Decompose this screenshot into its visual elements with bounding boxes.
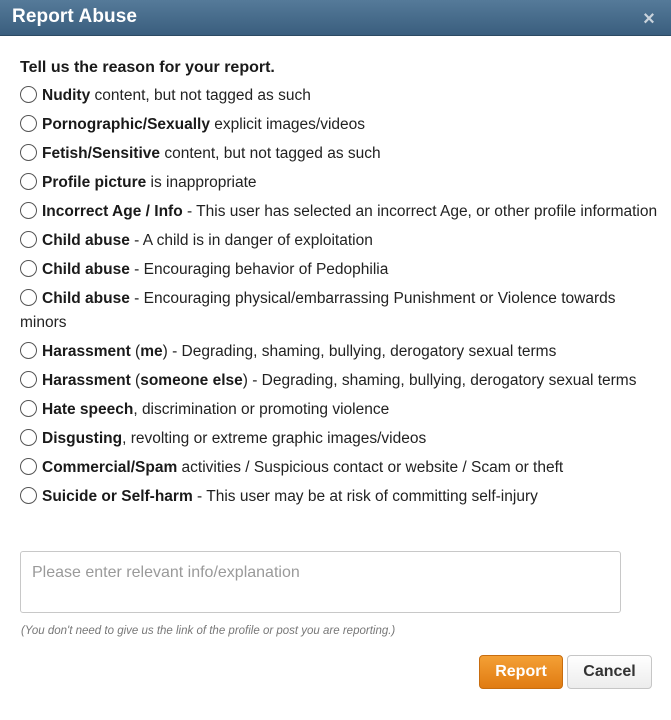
reason-option[interactable] [20, 113, 660, 137]
reason-option[interactable] [20, 287, 660, 335]
reason-option-title: Profile picture [42, 174, 147, 191]
radio-unchecked-icon[interactable] [20, 458, 37, 475]
reason-option-title: Hate speech [42, 401, 134, 418]
reason-option[interactable] [20, 171, 660, 195]
reason-option-description: explicit images/videos [209, 116, 366, 133]
report-prompt: Tell us the reason for your report. [20, 59, 275, 76]
reason-option-description: ( [130, 372, 141, 389]
reason-option-title: Commercial/Spam [42, 459, 178, 476]
reason-option-title: someone else [140, 372, 243, 389]
reason-option[interactable] [20, 258, 660, 282]
reason-option-title: Suicide or Self-harm [42, 488, 193, 505]
radio-unchecked-icon[interactable] [20, 202, 37, 219]
reason-option[interactable] [20, 229, 660, 253]
radio-unchecked-icon[interactable] [20, 371, 37, 388]
reason-option-title: Child abuse [42, 232, 130, 249]
radio-unchecked-icon[interactable] [20, 429, 37, 446]
cancel-button[interactable]: Cancel [567, 655, 652, 689]
reason-option[interactable] [20, 485, 660, 509]
reason-option[interactable] [20, 340, 660, 364]
reason-option-description: - Encouraging behavior of Pedophilia [129, 261, 389, 278]
reason-option-title: Disgusting [42, 430, 123, 447]
reason-option-description: ( [130, 343, 141, 360]
reason-option-title: Fetish/Sensitive [42, 145, 161, 162]
reason-option-title: Child abuse [42, 261, 130, 278]
reason-option-title: Harassment [42, 343, 131, 360]
reason-option-description: - This user may be at risk of committing self-injury [192, 488, 538, 505]
reason-option-description: - A child is in danger of exploitation [129, 232, 373, 249]
reason-option[interactable] [20, 142, 660, 166]
reason-option-description: - Encouraging physical/embarrassing Punishment or Violence towards minors [20, 290, 616, 331]
radio-unchecked-icon[interactable] [20, 400, 37, 417]
reason-option-description: , revolting or extreme graphic images/videos [122, 430, 427, 447]
dialog-title: Report Abuse [12, 6, 138, 27]
reason-option[interactable] [20, 84, 660, 108]
reason-option-title: Harassment [42, 372, 131, 389]
reason-option[interactable] [20, 369, 660, 393]
reason-option-title: Incorrect Age / Info [42, 203, 183, 220]
reason-option[interactable] [20, 398, 660, 422]
radio-unchecked-icon[interactable] [20, 231, 37, 248]
reason-option-description: content, but not tagged as such [160, 145, 381, 162]
reason-option-title: me [140, 343, 163, 360]
radio-unchecked-icon[interactable] [20, 144, 37, 161]
report-note: (You don't need to give us the link of the profile or post you are reporting.) [21, 625, 396, 637]
report-button[interactable]: Report [479, 655, 563, 689]
reason-option-description: ) - Degrading, shaming, bullying, derogatory sexual terms [162, 343, 557, 360]
radio-unchecked-icon[interactable] [20, 342, 37, 359]
reason-option-title: Nudity [42, 87, 91, 104]
radio-unchecked-icon[interactable] [20, 289, 37, 306]
reason-option[interactable] [20, 456, 660, 480]
reason-option-description: content, but not tagged as such [90, 87, 311, 104]
explanation-input[interactable] [20, 551, 621, 613]
radio-unchecked-icon[interactable] [20, 487, 37, 504]
reason-option-title: Pornographic/Sexually [42, 116, 210, 133]
reason-option[interactable] [20, 427, 660, 451]
radio-unchecked-icon[interactable] [20, 86, 37, 103]
reason-option-description: activities / Suspicious contact or website / Scam or theft [177, 459, 564, 476]
radio-unchecked-icon[interactable] [20, 115, 37, 132]
close-icon[interactable]: × [643, 8, 655, 30]
reason-option-description: - This user has selected an incorrect Age, or other profile information [182, 203, 658, 220]
reason-option[interactable] [20, 200, 660, 224]
radio-unchecked-icon[interactable] [20, 173, 37, 190]
reason-options-list [20, 84, 660, 514]
reason-option-title: Child abuse [42, 290, 130, 307]
reason-option-description: , discrimination or promoting violence [133, 401, 390, 418]
reason-option-description: is inappropriate [146, 174, 257, 191]
radio-unchecked-icon[interactable] [20, 260, 37, 277]
dialog-titlebar [0, 0, 671, 36]
reason-option-description: ) - Degrading, shaming, bullying, derogatory sexual terms [242, 372, 637, 389]
